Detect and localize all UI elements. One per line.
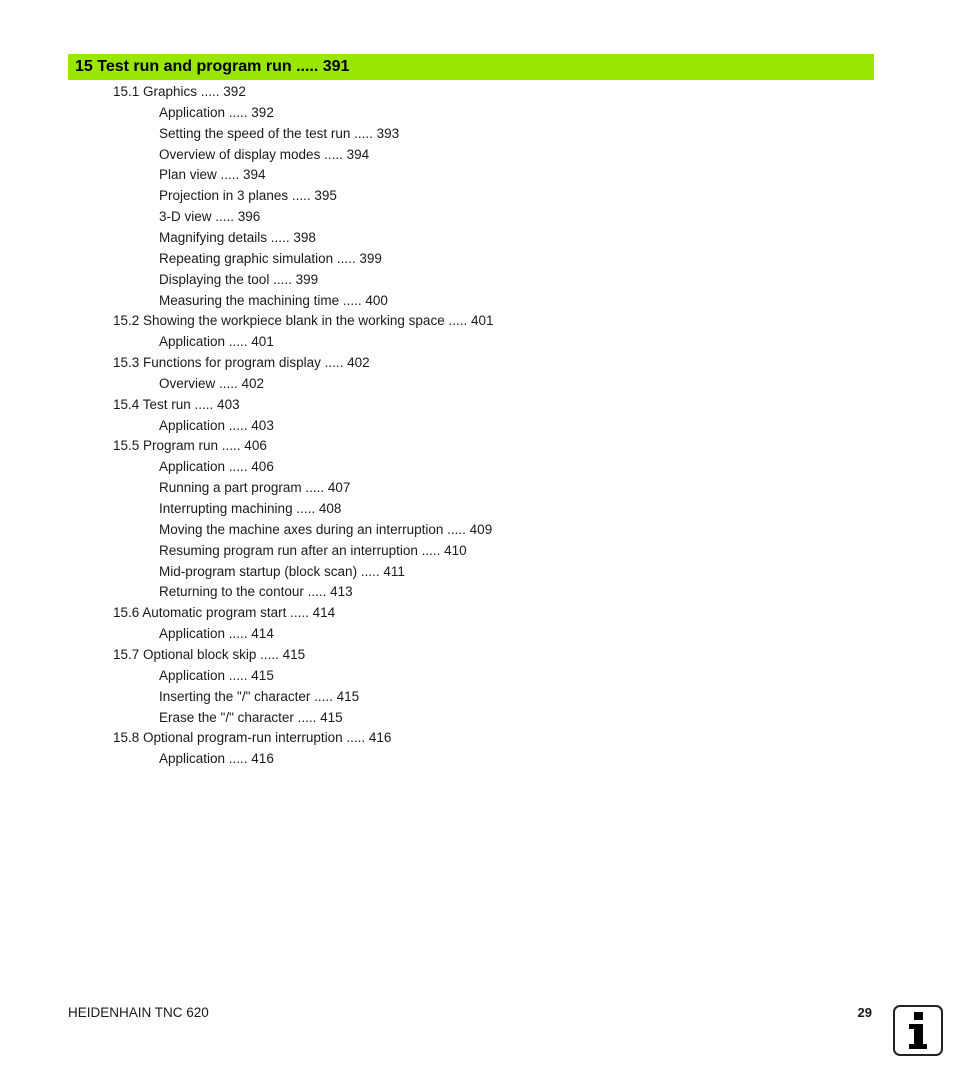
toc-subsection-entry[interactable]: Application ..... 414 [159, 626, 274, 642]
toc-subsection-entry[interactable]: Running a part program ..... 407 [159, 480, 351, 496]
toc-subsection-entry[interactable]: Returning to the contour ..... 413 [159, 584, 353, 600]
info-icon [893, 1005, 943, 1056]
toc-subsection-entry[interactable]: Inserting the "/" character ..... 415 [159, 688, 360, 704]
toc-section-entry[interactable]: 15.1 Graphics ..... 392 [113, 84, 246, 99]
toc-subsection-entry[interactable]: Application ..... 392 [159, 104, 274, 120]
toc-subsection-entry[interactable]: Projection in 3 planes ..... 395 [159, 188, 337, 204]
toc-subsection-entry[interactable]: Displaying the tool ..... 399 [159, 271, 319, 287]
toc-subsection-entry[interactable]: Magnifying details ..... 398 [159, 229, 316, 245]
toc-subsection-entry[interactable]: Resuming program run after an interruption ..... 410 [159, 542, 467, 558]
toc-subsection-entry[interactable]: Repeating graphic simulation ..... 399 [159, 250, 382, 266]
toc-subsection-entry[interactable]: Erase the "/" character ..... 415 [159, 709, 343, 725]
toc-subsection-entry[interactable]: Mid-program startup (block scan) ..... 411 [159, 563, 405, 579]
toc-subsection-entry[interactable]: Interrupting machining ..... 408 [159, 501, 342, 516]
toc-subsection-entry[interactable]: Application ..... 406 [159, 459, 274, 475]
toc-subsection-entry[interactable]: Application ..... 401 [159, 334, 274, 350]
toc-subsection-entry[interactable]: Setting the speed of the test run ..... 393 [159, 125, 400, 141]
toc-subsection-entry[interactable]: Plan view ..... 394 [159, 167, 266, 183]
toc-subsection-entry[interactable]: Application ..... 415 [159, 667, 274, 683]
toc-section-entry[interactable]: 15.8 Optional program-run interruption ..... 416 [113, 730, 392, 746]
toc-section-entry[interactable]: 15.2 Showing the workpiece blank in the working space ..... 401 [113, 313, 494, 329]
toc-subsection-entry[interactable]: Moving the machine axes during an interruption ..... 409 [159, 521, 493, 537]
page-number: 29 [857, 1005, 872, 1020]
toc-section-entry[interactable]: 15.6 Automatic program start ..... 414 [113, 605, 336, 621]
toc-section-entry[interactable]: 15.5 Program run ..... 406 [113, 438, 267, 454]
toc-subsection-entry[interactable]: Overview of display modes ..... 394 [159, 146, 370, 162]
toc-subsection-entry[interactable]: Application ..... 416 [159, 751, 274, 767]
toc-subsection-entry[interactable]: Overview ..... 402 [159, 375, 265, 391]
toc-section-entry[interactable]: 15.7 Optional block skip ..... 415 [113, 646, 306, 662]
toc-section-entry[interactable]: 15.4 Test run ..... 403 [113, 396, 240, 412]
toc-subsection-entry[interactable]: Measuring the machining time ..... 400 [159, 292, 388, 308]
toc-section-entry[interactable]: 15.3 Functions for program display ..... 402 [113, 355, 370, 371]
footer-product-name: HEIDENHAIN TNC 620 [68, 1005, 209, 1020]
chapter-heading[interactable]: 15 Test run and program run ..... 391 [68, 54, 874, 80]
toc-subsection-entry[interactable]: Application ..... 403 [159, 417, 274, 433]
toc-subsection-entry[interactable]: 3-D view ..... 396 [159, 209, 261, 225]
